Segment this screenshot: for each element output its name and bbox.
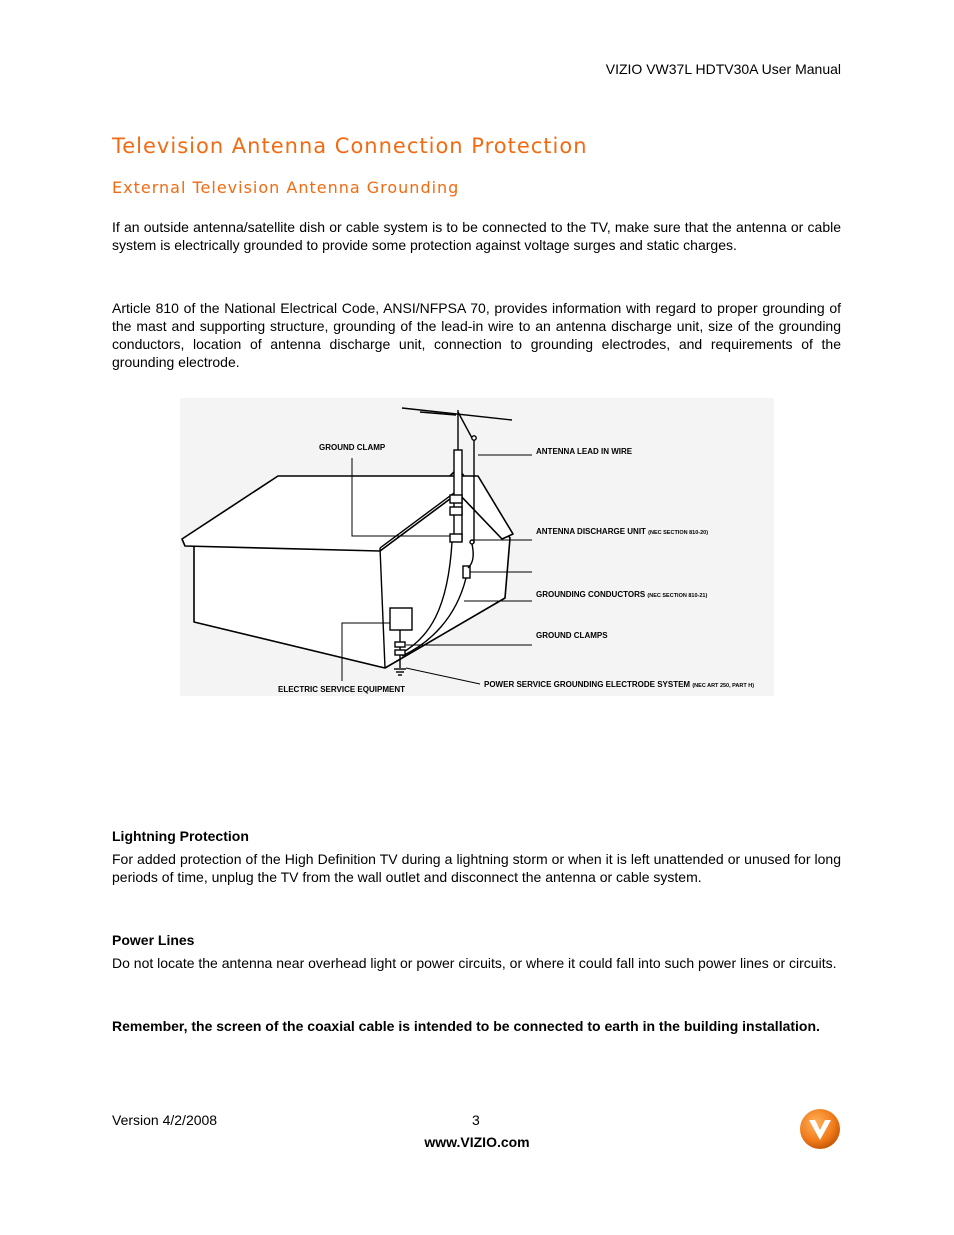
footer-version: Version 4/2/2008: [112, 1112, 218, 1128]
footer-url: www.VIZIO.com: [424, 1134, 530, 1150]
vizio-logo-icon: [799, 1108, 841, 1150]
section-subtitle: External Television Antenna Grounding: [112, 178, 460, 197]
label-ground-clamp: GROUND CLAMP: [319, 443, 386, 452]
section-title: Television Antenna Connection Protection: [112, 134, 588, 158]
power-lines-heading: Power Lines: [112, 932, 195, 948]
page-number: 3: [472, 1112, 480, 1128]
nec-paragraph: Article 810 of the National Electrical Code, ANSI/NFPSA 70, provides information with regard to proper grounding of the mast and supporting structure, grounding of the lead-in wire to an antenna discharge unit, size of the grounding conductors, location of antenna discharge unit, connection to grounding electrodes, and requirements of the grounding electrode.: [112, 300, 841, 370]
label-antenna-lead: ANTENNA LEAD IN WIRE: [536, 447, 633, 456]
label-grounding-conductors: GROUNDING CONDUCTORS (NEC SECTION 810-21): [536, 590, 708, 599]
antenna-grounding-diagram: [180, 398, 774, 696]
power-lines-text: Do not locate the antenna near overhead light or power circuits, or where it could fall into such power lines or circuits.: [112, 955, 837, 971]
label-electrode-system: POWER SERVICE GROUNDING ELECTRODE SYSTEM (NEC ART 250, PART H): [484, 680, 755, 689]
manual-title: VIZIO VW37L HDTV30A User Manual: [605, 61, 841, 77]
label-ground-clamps: GROUND CLAMPS: [536, 631, 608, 640]
lightning-heading: Lightning Protection: [112, 828, 249, 844]
lightning-text: For added protection of the High Definition TV during a lightning storm or when it is left unattended or unused for long periods of time, unplug the TV from the wall outlet and disconnect the antenna or cable system.: [112, 851, 841, 885]
intro-paragraph: If an outside antenna/satellite dish or cable system is to be connected to the TV, make sure that the antenna or cable system is electrically grounded to provide some protection against voltage surges and static charges.: [112, 219, 841, 253]
coaxial-warning: Remember, the screen of the coaxial cable is intended to be connected to earth in the building installation.: [112, 1018, 820, 1034]
label-electric-service: ELECTRIC SERVICE EQUIPMENT: [278, 685, 405, 694]
label-discharge-unit: ANTENNA DISCHARGE UNIT (NEC SECTION 810-20): [536, 527, 709, 536]
